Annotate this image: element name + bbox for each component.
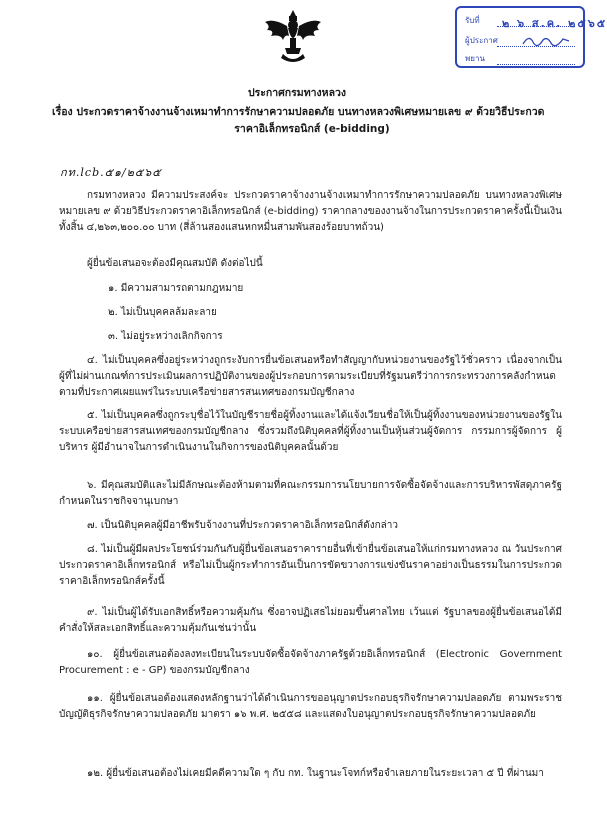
stamp-received-label: รับที่ <box>465 16 480 25</box>
qualification-item-9: ๙. ไม่เป็นผู้ได้รับเอกสิทธิ์หรือความคุ้มกัน ซึ่งอาจปฏิเสธไม่ยอมขึ้นศาลไทย เว้นแต่ รัฐบาลของผู้ยื่นข้อเสนอได้มีคำสั่งให้สละเอกสิทธิ์และความคุ้มกันเช่นว่านั้น <box>59 607 562 635</box>
qualification-item-8: ๘. ไม่เป็นผู้มีผลประโยชน์ร่วมกันกับผู้ยื่นข้อเสนอราคารายอื่นที่เข้ายื่นข้อเสนอให้แก่กรมทางหลวง ณ วันประกาศประกวดราคาอิเล็กทรอนิกส์ หรือไม่เป็นผู้กระทำการอันเป็นการขัดขวางการแข่งขันราคาอย่างเป็นธรรมในการประกวดราคาอิเล็กทรอนิกส์ครั้งนี้ <box>59 544 562 588</box>
qualification-heading: ผู้ยื่นข้อเสนอจะต้องมีคุณสมบัติ ดังต่อไปนี้ <box>87 258 263 269</box>
subject-line-2: ราคาอิเล็กทรอนิกส์ (e-bidding) <box>234 123 390 135</box>
subject-line-1: เรื่อง ประกวดราคาจ้างงานจ้างเหมาทำการรักษาความปลอดภัย บนทางหลวงพิเศษหมายเลข ๙ ด้วยวิธีประกวด <box>52 106 545 118</box>
stamp-receiver-label: ผู้ประกาศ <box>465 36 498 45</box>
receipt-stamp <box>455 6 607 68</box>
qualification-item-5: ๕. ไม่เป็นบุคคลซึ่งถูกระบุชื่อไว้ในบัญชีรายชื่อผู้ทิ้งงานและได้แจ้งเวียนชื่อให้เป็นผู้ทิ้งงานของหน่วยงานของรัฐในระบบเครือข่ายสารสนเทศของกรมบัญชีกลาง ซึ่งรวมถึงนิติบุคคลที่ผู้ทิ้งงานเป็นหุ้นส่วนผู้จัดการ กรรมการผู้จัดการ ผู้บริหาร ผู้มีอำนาจในการดำเนินงานในกิจการของนิติบุคคลนั้นด้วย <box>59 410 562 454</box>
qualification-item-3: ๓. ไม่อยู่ระหว่างเลิกกิจการ <box>108 331 223 342</box>
qualification-item-1: ๑. มีความสามารถตามกฎหมาย <box>108 283 244 294</box>
qualification-item-4: ๔. ไม่เป็นบุคคลซึ่งอยู่ระหว่างถูกระงับการยื่นข้อเสนอหรือทำสัญญากับหน่วยงานของรัฐไว้ชั่วคราว เนื่องจากเป็นผู้ที่ไม่ผ่านเกณฑ์การประเมินผลการปฏิบัติงานของผู้ประกอบการตามระเบียบที่รัฐมนตรีว่าการกระทรวงการคลังกำหนดตามที่ประกาศเผยแพร่ในระบบเครือข่ายสารสนเทศของกรมบัญชีกลาง <box>59 355 562 399</box>
handwritten-document-number: กท.lcb.๕๑/๒๕๖๕ <box>60 166 162 179</box>
stamp-signature <box>521 34 571 48</box>
intro-paragraph: กรมทางหลวง มีความประสงค์จะ ประกวดราคาจ้างงานจ้างเหมาทำการรักษาความปลอดภัย บนทางหลวงพิเศษหมายเลข ๙ ด้วยวิธีประกวดราคาอิเล็กทรอนิกส์ (e-bidding) ราคากลางของงานจ้างในการประกวดราคาครั้งนี้เป็นเงินทั้งสิ้น ๔,๒๖๓,๒๐๐.๐๐ บาท (สี่ล้านสองแสนหกหมื่นสามพันสองร้อยบาทถ้วน) <box>59 190 562 234</box>
qualification-item-7: ๗. เป็นนิติบุคคลผู้มีอาชีพรับจ้างงานที่ประกวดราคาอิเล็กทรอนิกส์ดังกล่าว <box>87 520 399 531</box>
qualification-item-10: ๑๐. ผู้ยื่นข้อเสนอต้องลงทะเบียนในระบบจัดซื้อจัดจ้างภาครัฐด้วยอิเล็กทรอนิกส์ (Electronic Government Procurement : e - GP) ของกรมบัญชีกลาง <box>59 649 562 677</box>
page-title: ประกาศกรมทางหลวง <box>247 87 347 99</box>
garuda-emblem-icon <box>263 8 323 64</box>
stamp-witness-label: พยาน <box>465 54 485 63</box>
qualification-item-2: ๒. ไม่เป็นบุคคลล้มละลาย <box>108 307 217 318</box>
subject <box>52 104 572 138</box>
qualification-item-11: ๑๑. ผู้ยื่นข้อเสนอต้องแสดงหลักฐานว่าได้ดำเนินการขออนุญาตประกอบธุรกิจรักษาความปลอดภัย ตามพระราชบัญญัติธุรกิจรักษาความปลอดภัย มาตรา ๑๖ พ.ศ. ๒๕๕๘ และแสดงใบอนุญาตประกอบธุรกิจรักษาความปลอดภัย <box>59 693 562 721</box>
stamp-date: ๒ ๖ ส.ค. ๒๕๖๕ <box>502 17 607 30</box>
qualification-item-6: ๖. มีคุณสมบัติและไม่มีลักษณะต้องห้ามตามที่คณะกรรมการนโยบายการจัดซื้อจัดจ้างและการบริหารพัสดุภาครัฐกำหนดในราชกิจจานุเบกษา <box>59 480 562 508</box>
qualification-item-12: ๑๒. ผู้ยื่นข้อเสนอต้องไม่เคยมีคดีความใด ๆ กับ กท. ในฐานะโจทก์หรือจำเลยภายในระยะเวลา ๕ ปี ที่ผ่านมา <box>87 768 544 779</box>
